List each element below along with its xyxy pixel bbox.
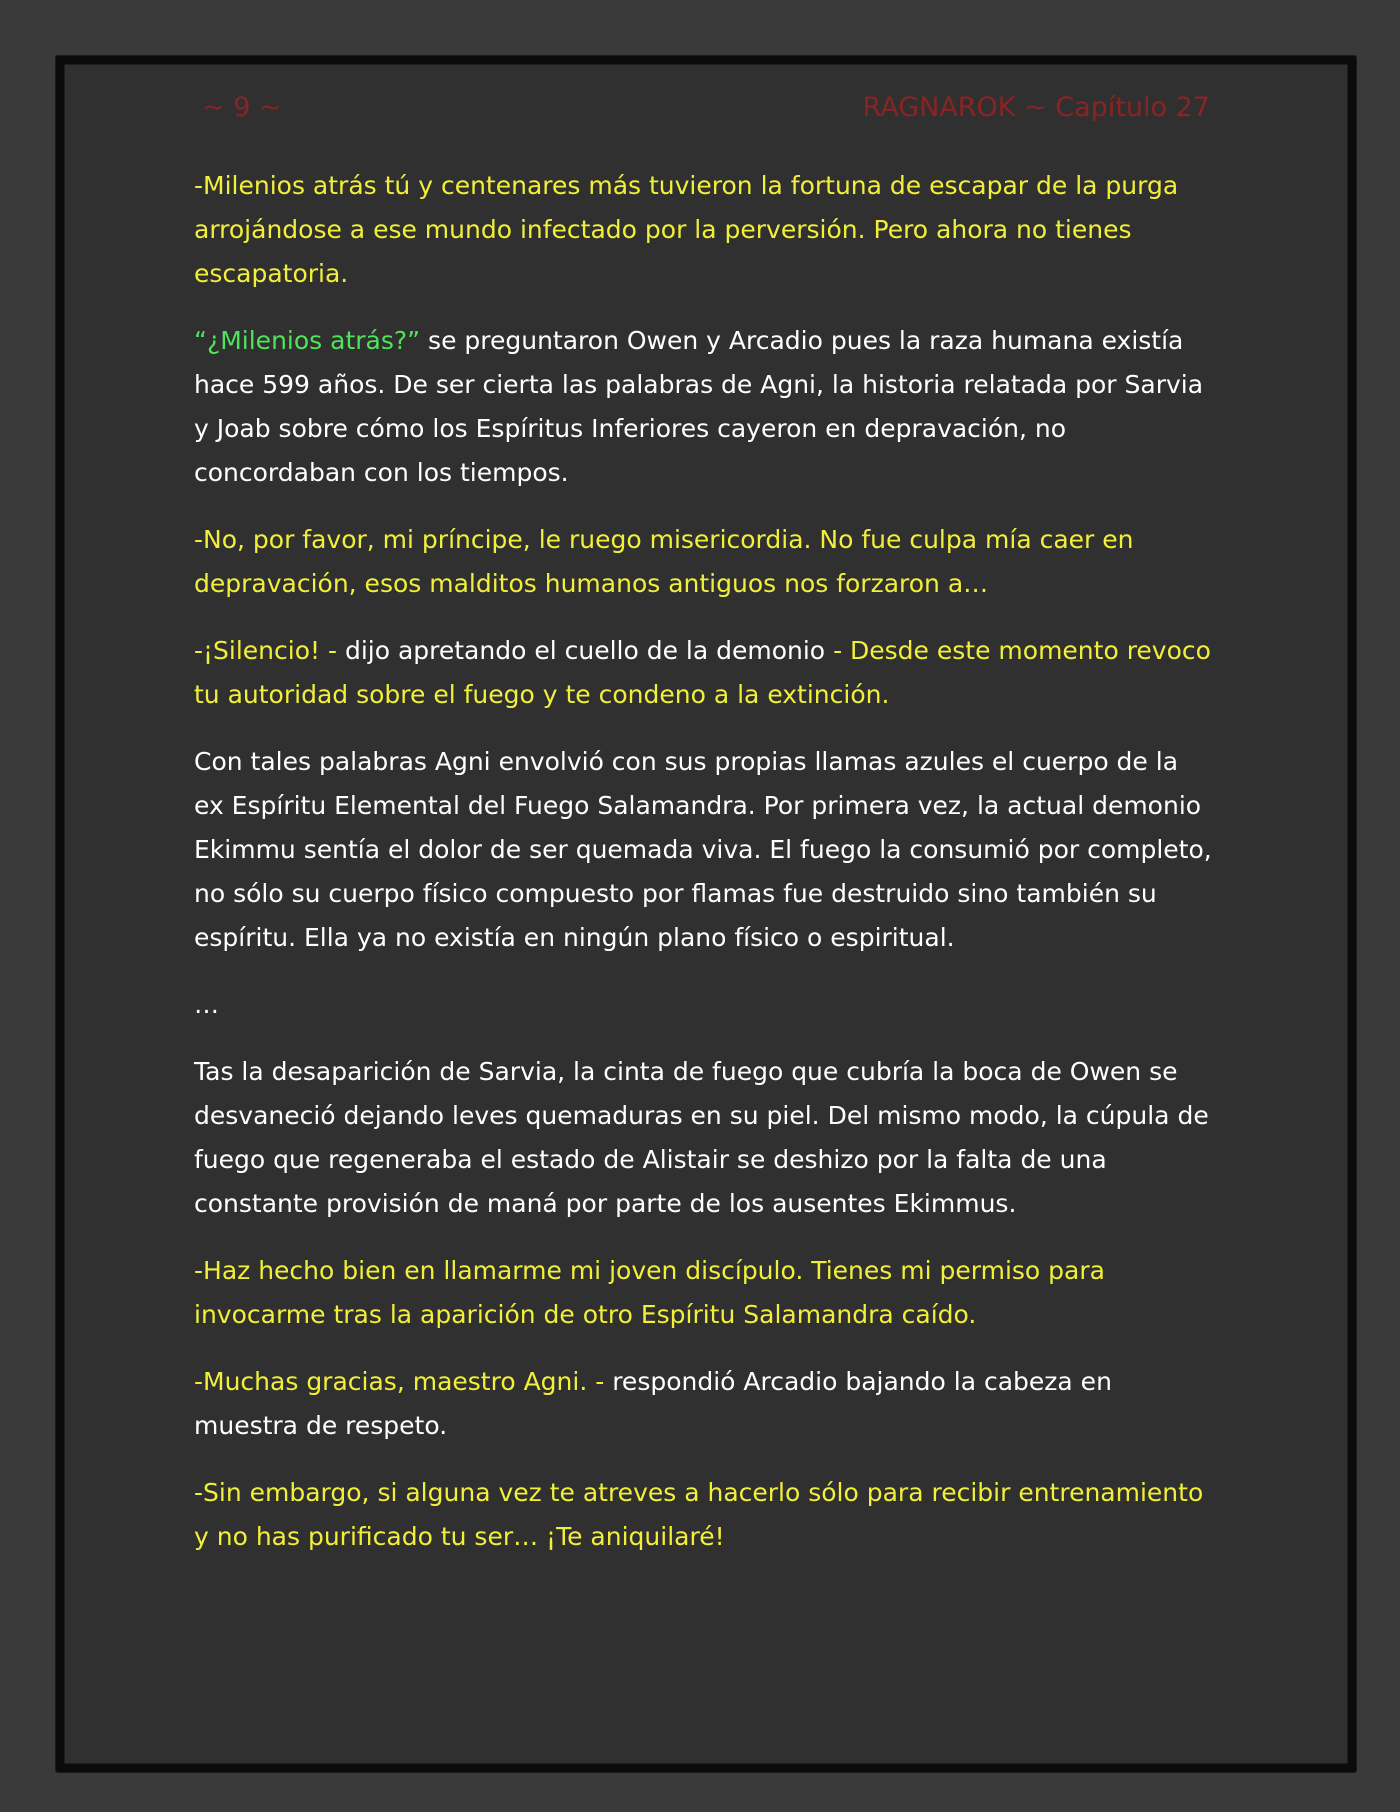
dialogue-arcadio <box>194 1360 1214 1448</box>
narration-text: respondió Arcadio bajando la cabeza en muestra de respeto. <box>194 1367 1112 1440</box>
dialogue-agni-1: -Milenios atrás tú y centenares más tuvieron la fortuna de escapar de la purga arrojándose a ese mundo infectado por la perversión. Pero ahora no tienes escapatoria. <box>194 171 1179 288</box>
dialogue-text: -Muchas gracias, maestro Agni. - <box>194 1367 613 1396</box>
page-body <box>194 164 1214 1582</box>
page <box>56 56 1356 1772</box>
dialogue-salamandra: -No, por favor, mi príncipe, le ruego misericordia. No fue culpa mía caer en depravación, esos malditos humanos antiguos nos forzaron a… <box>194 525 1134 598</box>
thought-text: “¿Milenios atrás?” <box>194 326 421 355</box>
dialogue-text: - Desde este momento revoco tu autoridad sobre el fuego y te condeno a la extinción. <box>194 636 1211 709</box>
narration-text: se preguntaron Owen y Arcadio pues la raza humana existía hace 599 años. De ser cierta las palabras de Agni, la historia relatada por Sarvia y Joab sobre cómo los Espíritus Inferiores cayeron en depravación, no concordaban con los tiempos. <box>194 326 1204 487</box>
dialogue-text: -¡Silencio! - <box>194 636 345 665</box>
dialogue-agni-4: -Sin embargo, si alguna vez te atreves a hacerlo sólo para recibir entrenamiento y no has purificado tu ser… ¡Te aniquilaré! <box>194 1478 1204 1551</box>
narration-3: Tas la desaparición de Sarvia, la cinta de fuego que cubría la boca de Owen se desvaneció dejando leves quemaduras en su piel. Del mismo modo, la cúpula de fuego que regeneraba el estado de Alistair se deshizo por la falta de una constante provisión de maná por parte de los ausentes Ekimmus. <box>194 1057 1209 1218</box>
dialogue-agni-2 <box>194 629 1214 717</box>
page-header <box>202 92 1210 132</box>
narration-1 <box>194 319 1214 495</box>
page-number: ~ 9 ~ <box>202 92 282 123</box>
narration-text: dijo apretando el cuello de la demonio <box>344 636 834 665</box>
chapter-title: RAGNAROK ~ Capítulo 27 <box>862 92 1210 123</box>
narration-2: Con tales palabras Agni envolvió con sus propias llamas azules el cuerpo de la ex Espíritu Elemental del Fuego Salamandra. Por primera vez, la actual demonio Ekimmu sentía el dolor de ser quemada viva. El fuego la consumió por completo, no sólo su cuerpo físico compuesto por flamas fue destruido sino también su espíritu. Ella ya no existía en ningún plano físico o espiritual. <box>194 747 1212 952</box>
scene-break: … <box>194 990 219 1019</box>
dialogue-agni-3: -Haz hecho bien en llamarme mi joven discípulo. Tienes mi permiso para invocarme tras la aparición de otro Espíritu Salamandra caído. <box>194 1256 1105 1329</box>
